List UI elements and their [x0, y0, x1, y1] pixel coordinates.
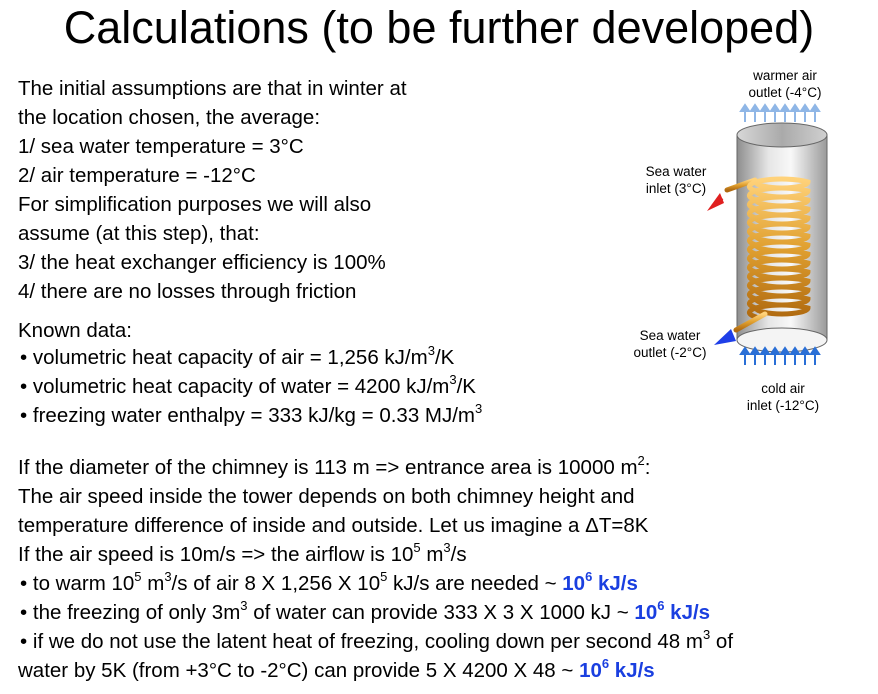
calc-line: temperature difference of inside and outside. Let us imagine a ΔT=8K — [18, 514, 649, 537]
known-data-item: • freezing water enthalpy = 333 kJ/kg = 0.33 $MJ/m^3$ — [20, 401, 483, 427]
assumption-line: 2/ air temperature = -12°C — [18, 164, 256, 187]
assumption-line: The initial assumptions are that in winter at — [18, 77, 407, 100]
sea-water-inlet-label: Sea water inlet (3°C) — [645, 164, 707, 196]
known-data-heading: Known data: — [18, 319, 132, 342]
calc-line: If the diameter of the chimney is 113 m => entrance area is 10000 $m^2$: — [18, 453, 651, 479]
assumption-line: For simplification purposes we will also — [18, 193, 372, 216]
warm-air-arrows — [741, 105, 819, 122]
known-data-item: • volumetric heat capacity of air = 1,256 $kJ/m^3/K$ — [20, 343, 455, 369]
sea-water-outlet-label: Sea water outlet (-2°C) — [633, 328, 707, 360]
warm-air-outlet-label: warmer air outlet (-4°C) — [748, 68, 822, 100]
assumption-line: 4/ there are no losses through friction — [18, 280, 357, 303]
calc-line: The air speed inside the tower depends on both chimney height and — [18, 485, 635, 508]
sea-water-outlet-arrow — [714, 329, 736, 345]
assumption-line: 1/ sea water temperature = 3°C — [18, 135, 304, 158]
heat-exchanger-diagram — [620, 95, 850, 385]
assumption-line: assume (at this step), that: — [18, 222, 260, 245]
known-data-item: • volumetric heat capacity of water = 4200 $kJ/m^3/K$ — [20, 372, 476, 398]
calc-bullet: • if we do not use the latent heat of freezing, cooling down per second 48 $m^3$ of — [20, 627, 734, 653]
assumption-line: 3/ the heat exchanger efficiency is 100% — [18, 251, 386, 274]
calc-bullet: • the freezing of only $3m^3$ of water can provide 333 X 3 X 1000 kJ ~ $10^6$ kJ/s — [20, 598, 711, 624]
calc-line: water by 5K (from +3°C to -2°C) can provide 5 X 4200 X 48 ~ $10^6$ kJ/s — [18, 656, 655, 682]
sea-water-inlet-arrow — [707, 193, 724, 211]
calc-line: If the air speed is 10m/s => the airflow is $10^5$ $m^3/s$ — [18, 540, 467, 566]
cold-air-inlet-label: cold air inlet (-12°C) — [746, 381, 820, 413]
assumption-line: the location chosen, the average: — [18, 106, 321, 129]
calc-bullet: • to warm $10^5$ $m^3/s$ of air 8 X 1,256 X $10^5$ kJ/s are needed ~ $10^6$ kJ/s — [20, 569, 638, 595]
page-title: Calculations (to be further developed) — [63, 2, 815, 53]
